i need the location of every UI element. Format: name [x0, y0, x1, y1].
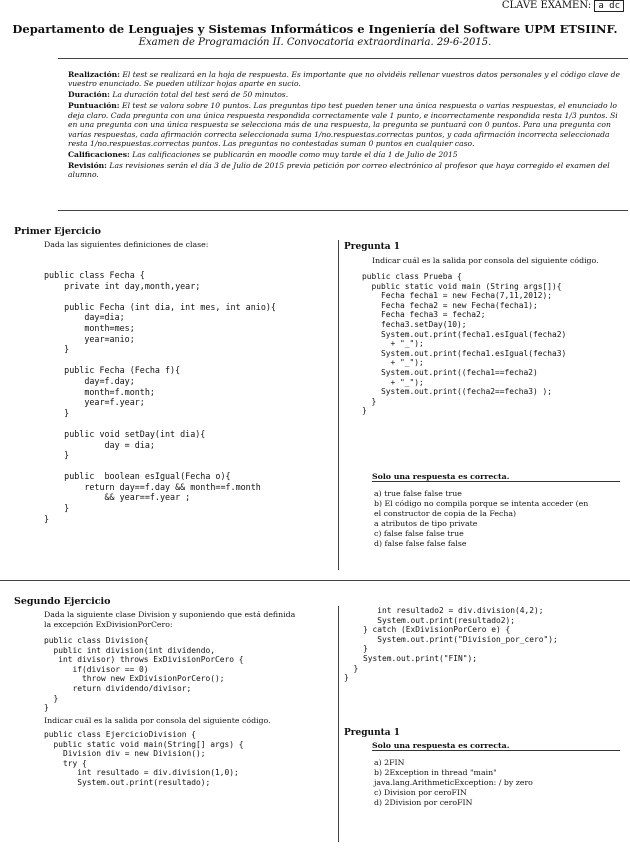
option-b-line2: el constructor de copia de la Fecha)	[374, 509, 517, 518]
exam-key-label: CLAVE EXAMEN:	[501, 0, 592, 11]
instr-puntuacion: Puntuación: El test se valora sobre 10 puntos. Las preguntas tipo test pueden tener una única respuesta o varias respuestas, el enunciado lo deja claro. Cada pregunta con una única respuesta respondida correctamente vale 1 punto, e incorrectamente respondida resta 1/3 puntos. Si en una pregunta con una única respuesta se selecciona más de una respuesta, la pregunta se puntuará con 0 puntos. Para una pregunta con varias respuestas, cada afirmación correcta seleccionada suma 1/no.respuestas.correctas puntos, y cada afirmación incorrecta seleccionada resta 1/no.respuestas.correctas puntos. Las preguntas no contestadas suman 0 puntos en cualquier caso.	[68, 101, 618, 149]
instructions-block	[68, 70, 624, 181]
option-c[interactable]: c) false false false true	[374, 529, 464, 538]
instr-revision: Revisión: Las revisiones serán el día 3 de Julio de 2015 previa petición por correo electrónico al profesor que haya corregido el examen del alumno.	[68, 161, 610, 180]
option-b-line3: a atributos de tipo private	[374, 519, 478, 528]
option-d[interactable]: d) false false false false	[374, 539, 467, 548]
ejercicio2-title: Segundo Ejercicio	[14, 596, 111, 607]
option-c[interactable]: c) Division por ceroFIN	[374, 788, 467, 797]
ejercicio1-pregunta-title: Pregunta 1	[344, 242, 400, 252]
ejercicio2-intro-line1: Dada la siguiente clase Division y suponiendo que está definida	[44, 610, 296, 619]
option-d[interactable]: d) 2Division por ceroFIN	[374, 798, 473, 807]
exam-key-value: a dc	[594, 0, 624, 12]
instructions-divider	[58, 210, 628, 211]
option-a[interactable]: a) 2FIN	[374, 758, 405, 767]
ejercicio2-right-code-clip	[344, 606, 630, 692]
ejercicio2-code2: public class EjercicioDivision { public static void main(String[] args) { Division div = new Division(); try { int resultado = div.division(1,0); System.out.print(resultado);	[44, 730, 244, 787]
ejercicio2-indicar: Indicar cuál es la salida por consola del siguiente código.	[44, 716, 271, 725]
instr-duracion: Duración: La duración total del test será de 50 minutos.	[68, 90, 289, 100]
ejercicio1-column-divider	[338, 240, 339, 570]
ejercicio2-pregunta-title: Pregunta 1	[344, 728, 400, 738]
document-title: Departamento de Lenguajes y Sistemas Informáticos e Ingeniería del Software UPM ETSIINF.	[12, 22, 618, 36]
instr-realizacion: Realización: El test se realizará en la hoja de respuesta. Es importante que no olvidéis rellenar vuestros datos personales y el código clave de vuestro enunciado. Se pueden utilizar hojas aparte en sucio.	[68, 70, 620, 89]
ejercicio2-column-divider	[338, 606, 339, 842]
ejercicio1-title: Primer Ejercicio	[14, 226, 102, 237]
ejercicio1-code: public class Fecha { private int day,month,year; public Fecha (int dia, int mes, int anio){ day=dia; month=mes; year=anio; } public Fecha (Fecha f){ day=f.day; month=f.month; year=f.year; } public void setDay(int dia){ day = dia; } public boolean esIgual(Fecha o){ return day==f.day && month==f.month && year==f.year ; } }	[44, 270, 276, 524]
ejercicio1-solo-una: Solo una respuesta es correcta.	[372, 472, 620, 482]
option-a[interactable]: a) true false false true	[374, 489, 462, 498]
option-b[interactable]: b) El código no compila porque se intenta acceder (en	[374, 499, 589, 508]
ejercicio1-pregunta-code: public class Prueba { public static void main (String args[]){ Fecha fecha1 = new Fecha(7,11,2012); Fecha fecha2 = new Fecha(fecha1); Fecha fecha3 = fecha2; fecha3.setDay(10); System.out.print(fecha1.esIgual(fecha2) + "_"); System.out.print(fecha1.esIgual(fecha3) + "_"); System.out.print((fecha1==fecha2) + "_"); System.out.print((fecha2==fecha3) ); } }	[362, 272, 567, 416]
option-b-line2: java.lang.ArithmeticException: / by zero	[374, 778, 533, 787]
ejercicio2-code: public class Division{ public int division(int dividendo, int divisor) throws ExDivisionPorCero { if(divisor == 0) throw new ExDivisionPorCero(); return dividendo/divisor; } }	[44, 636, 244, 713]
instr-calificaciones: Calificaciones: Las calificaciones se publicarán en moodle como muy tarde el día 1 de Julio de 2015	[68, 150, 458, 160]
ejercicio2-solo-una: Solo una respuesta es correcta.	[372, 741, 620, 751]
option-b[interactable]: b) 2Exception in thread "main"	[374, 768, 497, 777]
document-subtitle: Examen de Programación II. Convocatoria extraordinaria. 29-6-2015.	[138, 37, 492, 48]
ejercicio1-pregunta-code-clip	[362, 272, 628, 466]
ejercicio1-intro: Dada las siguientes definiciones de clase:	[44, 240, 209, 249]
ejercicio-divider	[0, 580, 630, 581]
header-divider	[58, 58, 628, 59]
ejercicio2-right-code: int resultado2 = div.division(4,2); System.out.print(resultado2); } catch (ExDivisionPorCero e) { System.out.print("Division_por_cero"); } System.out.print("FIN"); } }	[344, 606, 558, 683]
ejercicio2-intro-line2: la excepción ExDivisionPorCero:	[44, 620, 173, 629]
exam-key	[502, 0, 624, 11]
ejercicio1-pregunta-text: Indicar cuál es la salida por consola del siguiente código.	[372, 256, 599, 265]
ejercicio1-options	[374, 489, 628, 549]
ejercicio2-options	[374, 758, 628, 808]
